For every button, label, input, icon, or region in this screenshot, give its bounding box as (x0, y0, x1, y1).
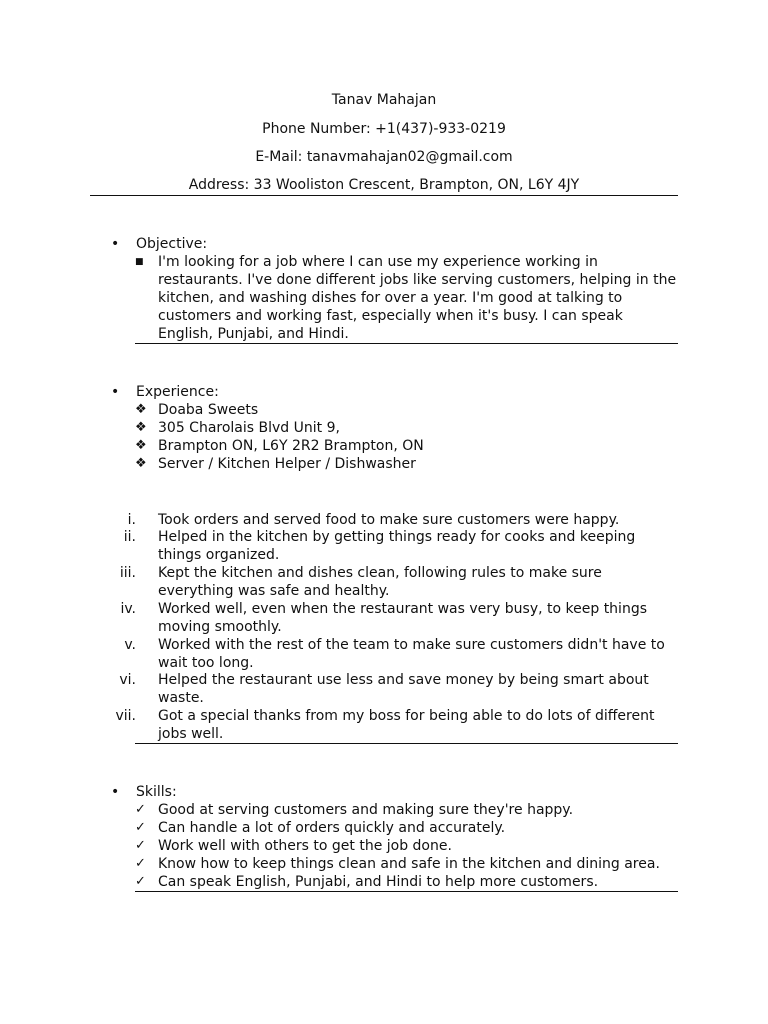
diamond-bullet-icon: ❖ (135, 420, 147, 435)
duty-number: vii. (115, 708, 136, 724)
objective-label: Objective: (136, 236, 208, 252)
diamond-bullet-icon: ❖ (135, 402, 147, 417)
experience-divider (135, 743, 678, 744)
duty-text: Helped in the kitchen by getting things ready for cooks and keeping things organized. (158, 529, 636, 563)
duty-text: Kept the kitchen and dishes clean, following rules to make sure everything was safe and healthy. (158, 565, 602, 599)
phone-number: Phone Number: +1(437)-933-0219 (262, 121, 506, 137)
skill-item: Can handle a lot of orders quickly and accurately. (158, 820, 506, 836)
checkmark-icon: ✓ (135, 856, 146, 871)
duty-number: i. (127, 512, 136, 528)
duty-number: iv. (120, 601, 136, 617)
duty-text: Worked well, even when the restaurant was very busy, to keep things moving smoothly. (158, 601, 647, 635)
email-address: E-Mail: tanavmahajan02@gmail.com (255, 149, 513, 165)
skills-label: Skills: (136, 784, 177, 800)
skill-item: Work well with others to get the job done. (158, 838, 452, 854)
duty-text: Took orders and served food to make sure customers were happy. (158, 512, 620, 528)
employer-street: 305 Charolais Blvd Unit 9, (158, 420, 340, 436)
section-bullet-icon: • (111, 236, 120, 252)
duty-number: iii. (119, 565, 136, 581)
duty-text: Worked with the rest of the team to make sure customers didn't have to wait too long. (158, 637, 665, 671)
square-bullet-icon: ■ (135, 257, 144, 267)
job-title: Server / Kitchen Helper / Dishwasher (158, 456, 416, 472)
duty-text: Helped the restaurant use less and save money by being smart about waste. (158, 672, 649, 706)
duty-number: v. (124, 637, 136, 653)
section-bullet-icon: • (111, 784, 120, 800)
postal-address: Address: 33 Wooliston Crescent, Brampton, ON, L6Y 4JY (188, 177, 580, 193)
checkmark-icon: ✓ (135, 820, 146, 835)
skills-divider (135, 891, 678, 892)
checkmark-icon: ✓ (135, 874, 146, 889)
section-bullet-icon: • (111, 384, 120, 400)
skill-item: Can speak English, Punjabi, and Hindi to help more customers. (158, 874, 599, 890)
diamond-bullet-icon: ❖ (135, 456, 147, 471)
checkmark-icon: ✓ (135, 802, 146, 817)
checkmark-icon: ✓ (135, 838, 146, 853)
employer-city: Brampton ON, L6Y 2R2 Brampton, ON (158, 438, 424, 454)
objective-divider (135, 343, 678, 344)
header-divider (90, 195, 678, 196)
employer-name: Doaba Sweets (158, 402, 259, 418)
candidate-name: Tanav Mahajan (331, 92, 437, 108)
objective-text: I'm looking for a job where I can use my experience working in restaurants. I've done different jobs like serving customers, helping in the kitchen, and washing dishes for over a year. I'm good at talking to customers and working fast, especially when it's busy. I can speak English, Punjabi, and Hindi. (158, 254, 677, 342)
duty-number: vi. (119, 672, 136, 688)
diamond-bullet-icon: ❖ (135, 438, 147, 453)
duty-number: ii. (123, 529, 136, 545)
experience-label: Experience: (136, 384, 219, 400)
skill-item: Know how to keep things clean and safe in the kitchen and dining area. (158, 856, 660, 872)
duty-text: Got a special thanks from my boss for being able to do lots of different jobs well. (158, 708, 655, 742)
skill-item: Good at serving customers and making sure they're happy. (158, 802, 574, 818)
